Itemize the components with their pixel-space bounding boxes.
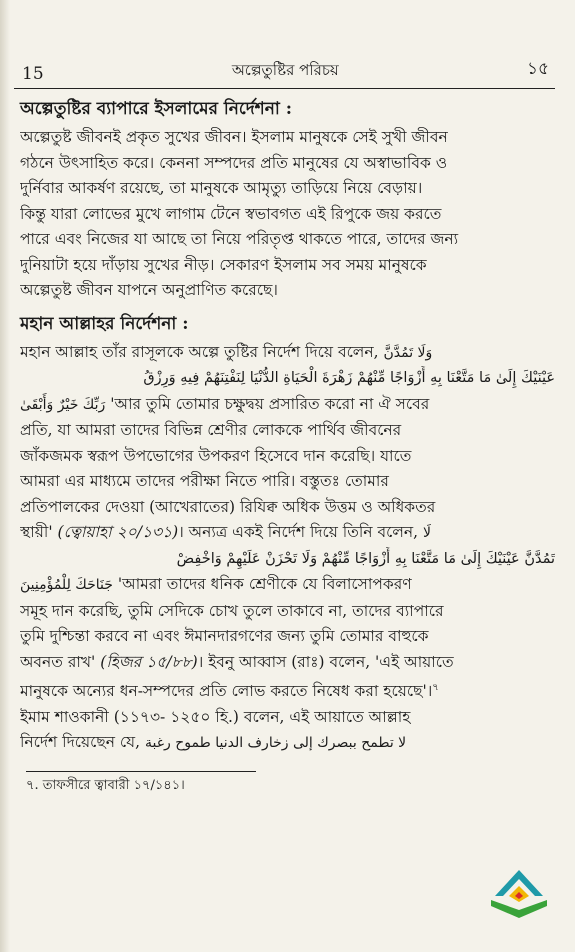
- bengali-text: স্থায়ী': [20, 523, 53, 541]
- page-binding-shadow: [0, 0, 10, 952]
- bengali-text: । ইবনু আব্বাস (রাঃ) বলেন, 'এই আয়াতে: [197, 652, 454, 671]
- text-line: আমরা এর মাধ্যমে তাদের পরীক্ষা নিতে পারি। বস্তুতঃ তোমার: [20, 472, 389, 490]
- page-number-latin: 15: [22, 64, 44, 84]
- page-number-bengali: ১৫: [526, 59, 549, 79]
- text-line: ইমাম শাওকানী (১১৭৩- ১২৫০ হি.) বলেন, এই আয়াতে আল্লাহ: [20, 707, 411, 726]
- text-line: জাঁকজমক স্বরূপ উপভোগের উপকরণ হিসেবে দান করেছি। যাতে: [20, 446, 412, 465]
- text-line: অল্পেতুষ্ট জীবন যাপনে অনুপ্রাণিত করেছে।: [20, 281, 278, 299]
- bengali-text: 'আর তুমি তোমার চক্ষুদ্বয় প্রসারিত করো না ঐ সবের: [110, 394, 430, 413]
- text-line: দুর্নিবার আকর্ষণ রয়েছে, তা মানুষকে আমৃত্যু তাড়িয়ে নিয়ে বেড়ায়।: [20, 179, 423, 197]
- arabic-text: رَبِّكَ خَيْرٌ وَأَبْقَىٰ: [20, 396, 106, 413]
- arabic-text: وَلَا تَمُدَّنَّ: [383, 344, 433, 361]
- text-line: তুমি দুশ্চিন্তা করবে না এবং ঈমানদারগণের জন্য তুমি তোমার বাহুকে: [20, 627, 429, 645]
- bengali-text: অবনত রাখ': [20, 652, 96, 671]
- footnote-marker: ৭: [432, 682, 439, 693]
- text-line: অল্পেতুষ্ট জীবনই প্রকৃত সুখের জীবন। ইসলাম মানুষকে সেই সুখী জীবন: [20, 128, 448, 146]
- text-line: [20, 650, 555, 676]
- text-line: প্রতিপালকের দেওয়া (আখেরাতের) রিযিক্ব অধিক উত্তম ও অধিকতর: [20, 497, 436, 516]
- footnote: ৭. তাফসীরে ত্বাবারী ১৭/১৪১।: [26, 777, 185, 793]
- text-line: [20, 675, 555, 705]
- bengali-text: মানুষকে অন্যের ধন-সম্পদের প্রতি লোভ করতে নিষেধ করা হয়েছে'।: [20, 682, 433, 701]
- section-heading-islam-guidance: অল্পেতুষ্টির ব্যাপারে ইসলামের নির্দেশনা :: [20, 99, 292, 119]
- arabic-verse-line: عَيْنَيْكَ إِلَىٰ مَا مَتَّعْنَا بِهِ أَزْوَاجًا مِّنْهُمْ زَهْرَةَ الْحَيَاةِ الدُّنْيَا لِنَفْتِنَهُمْ فِيهِ وَرِزْقُ: [143, 370, 555, 386]
- page-content: [14, 89, 555, 797]
- publisher-logo-icon: [485, 866, 553, 922]
- text-line: [20, 730, 555, 757]
- footnote-divider: [26, 771, 256, 772]
- text-line: পারে এবং নিজের যা আছে তা নিয়ে পরিতৃপ্ত থাকতে পারে, তাদের জন্য: [20, 230, 459, 248]
- bengali-text: মহান আল্লাহ তাঁর রাসূলকে অল্পে তুষ্টির নির্দেশ দিয়ে বলেন,: [20, 342, 379, 361]
- arabic-text: جَنَاحَكَ لِلْمُؤْمِنِينَ: [20, 577, 113, 593]
- bengali-text: । অন্যত্র একই নির্দেশ দিয়ে তিনি বলেন,: [178, 523, 419, 541]
- text-line: [20, 340, 555, 367]
- arabic-verse-line: تَمُدَّنَّ عَيْنَيْكَ إِلَىٰ مَا مَتَّعْنَا بِهِ أَزْوَاجًا مِّنْهُمْ وَلَا تَحْزَنْ عَلَيْهِمْ وَاخْفِضْ: [176, 550, 555, 567]
- text-line: প্রতি, যা আমরা তাদের বিভিন্ন শ্রেণীর লোককে পার্থিব জীবনের: [20, 421, 402, 439]
- text-line: দুনিয়াটা হয়ে দাঁড়ায় সুখের নীড়। সেকারণ ইসলাম সব সময় মানুষকে: [20, 255, 427, 274]
- text-line: কিন্তু যারা লোভের মুখে লাগাম টেনে স্বভাবগত এই রিপুকে জয় করতে: [20, 204, 442, 223]
- bengali-text: 'আমরা তাদের ধনিক শ্রেণীকে যে বিলাসোপকরণ: [117, 575, 412, 593]
- text-line: [20, 572, 555, 599]
- section-heading-allah-guidance: মহান আল্লাহর নির্দেশনা :: [20, 313, 189, 334]
- verse-reference: (ত্বোয়াহা ২০/১৩১): [57, 523, 179, 541]
- text-line: গঠনে উৎসাহিত করে। কেননা সম্পদের প্রতি মানুষের যে অস্বাভাবিক ও: [20, 153, 448, 172]
- bengali-text: নির্দেশ দিয়েছেন যে,: [20, 733, 141, 752]
- running-header: [14, 0, 555, 89]
- text-line: [20, 520, 555, 547]
- text-line: [20, 392, 555, 419]
- text-line: সমূহ দান করেছি, তুমি সেদিকে চোখ তুলে তাকাবে না, তাদের ব্যাপারে: [20, 601, 444, 620]
- running-title: অল্পেতুষ্টির পরিচয়: [231, 61, 339, 79]
- verse-reference: (হিজর ১৫/৮৮): [100, 652, 198, 671]
- arabic-text: لَا: [423, 525, 431, 541]
- paragraph-contentment: [20, 125, 555, 304]
- paragraph-quran-verse: [20, 340, 555, 757]
- arabic-text: لا تطمح ببصرك إلى زخارف الدنيا طموح رغبة: [144, 735, 407, 752]
